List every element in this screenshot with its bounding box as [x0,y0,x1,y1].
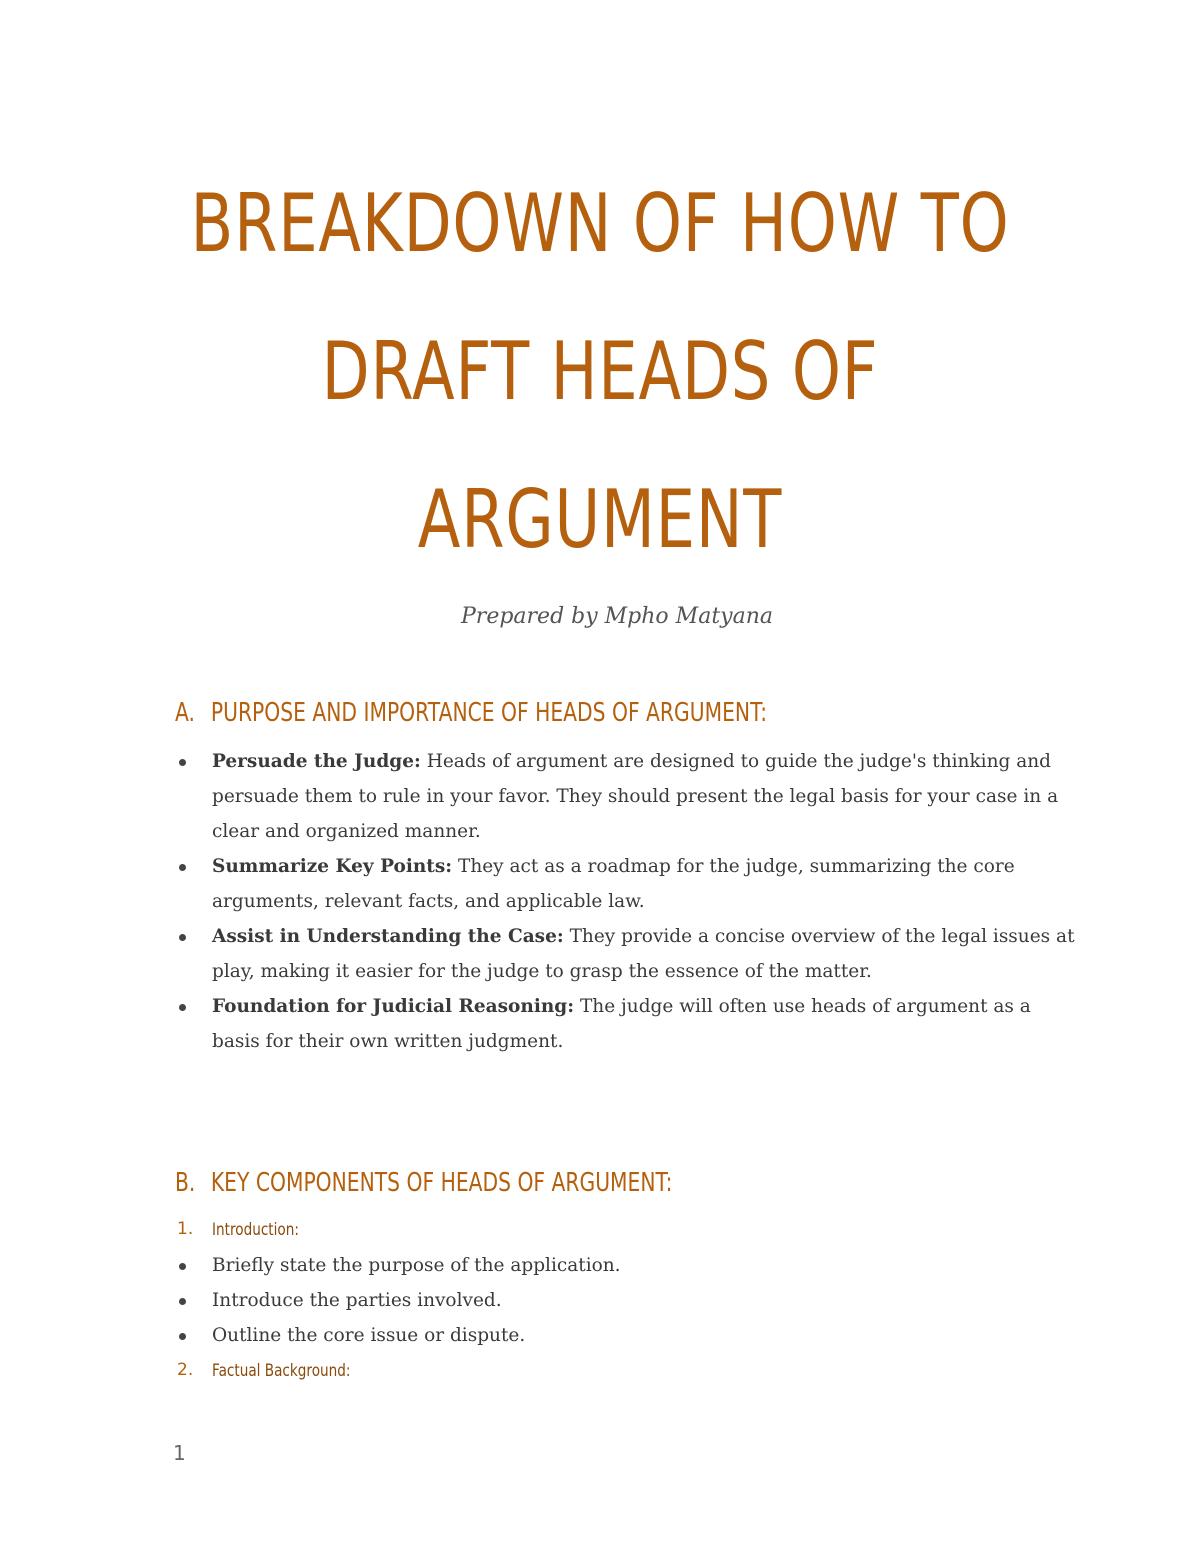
document-subtitle: Prepared by Mpho Matyana [461,604,773,629]
bullet-icon [179,759,186,766]
item-number: 1. [177,1219,194,1239]
bullet-icon [179,1263,186,1270]
title-line-1: BREAKDOWN OF HOW TO [190,177,1010,270]
item-text: They provide a concise overview of the legal issues at play, making it easier for the judge to grasp the essence of the matter. [212,926,1075,982]
list-item [175,1248,1075,1283]
item-number: 2. [177,1360,194,1380]
list-item [175,1318,1075,1353]
item-text: The judge will often use heads of argument as a basis for their own written judgment. [212,996,1031,1052]
page-number: 1 [173,1441,186,1465]
item-text: Briefly state the purpose of the application. [212,1255,621,1276]
title-line-3: ARGUMENT [417,473,783,566]
bullet-icon [179,1298,186,1305]
item-text: Outline the core issue or dispute. [212,1325,526,1346]
section-a-title: PURPOSE AND IMPORTANCE OF HEADS OF ARGUMENT: [210,698,768,728]
item-bold-label: Assist in Understanding the Case: [212,926,564,947]
item-text: They act as a roadmap for the judge, summarizing the core arguments, relevant facts, and applicable law. [212,856,1015,912]
item-bold-label: Persuade the Judge: [212,751,421,772]
section-b-heading [175,1168,673,1198]
section-b-list [175,1212,1075,1389]
list-item [175,744,1075,849]
list-item [175,989,1075,1059]
bullet-icon [179,934,186,941]
section-a-list [175,744,1075,1059]
bullet-icon [179,1333,186,1340]
item-text: Heads of argument are designed to guide the judge's thinking and persuade them to rule in your favor. They should present the legal basis for your case in a clear and organized manner. [212,751,1059,842]
list-item [175,849,1075,919]
section-b-title: KEY COMPONENTS OF HEADS OF ARGUMENT: [210,1168,673,1198]
item-bold-label: Summarize Key Points: [212,856,453,877]
item-text: Introduce the parties involved. [212,1290,502,1311]
item-title: Factual Background: [212,1361,351,1381]
item-bold-label: Foundation for Judicial Reasoning: [212,996,575,1017]
bullet-icon [179,1004,186,1011]
list-item [175,1283,1075,1318]
numbered-item-introduction [175,1212,1075,1248]
document-title [132,150,1068,594]
bullet-icon [179,864,186,871]
section-a-letter: A. [175,698,195,728]
title-line-2: DRAFT HEADS OF [321,325,879,418]
section-b-letter: B. [175,1168,196,1198]
list-item [175,919,1075,989]
numbered-item-factual-background [175,1353,1075,1389]
section-a-heading [175,698,767,728]
item-title: Introduction: [212,1220,299,1240]
